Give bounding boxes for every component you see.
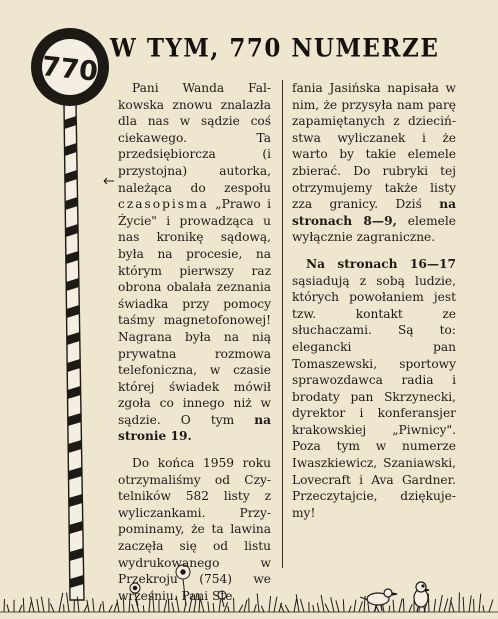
paragraph-text: fania Jasińska napisała w nim, że przysyła nam parę zapamiętanych z dzieciństwa wyliczanek i że warto by takie elemele zbierać. Do rubryki tej otrzymujemy także listy zza granicy. Dziś <box>292 81 456 212</box>
sign-number: 770 <box>40 51 100 88</box>
bird-icon <box>414 582 429 612</box>
arrow-mark-icon <box>104 178 114 184</box>
striped-pole <box>64 104 84 600</box>
bird-icon <box>360 589 397 611</box>
paragraph-text: sąsiadują z sobą ludzie, których powołaniem jest tzw. kontakt ze słuchaczami. Są to: elegancki pan Tomaszewski, sportowy sprawozdawca radia i brodaty pan Skrzynecki, dyrektor i konferansjer krakowskiej „Piwnicy". Poza tym w numerze Iwaszkiewicz, Szaniawski, Lovecraft i Ava Gardner. Przeczytajcie, dziękujemy! <box>292 273 456 520</box>
text-column-2 <box>292 80 456 521</box>
page-reference: na stronie 19. <box>118 412 271 444</box>
page-reference: Na stronach 16—17 <box>306 256 456 271</box>
spaced-word: czasopisma <box>118 197 209 212</box>
paragraph-text: Pani Wanda Falkowska znowu znalazła dla nas w sądzie coś ciekawego. Ta przedsiębiorcza (i przystojna) autorka, należąca do zespołu <box>118 81 271 195</box>
paragraph <box>292 256 456 522</box>
text-column-1 <box>118 80 271 604</box>
paragraph-text: „Prawo i Życie" i prowadząca u nas kronikę sądową, była na procesie, na którym pierwszy raz obrona obalała zeznania świadka przy pomocy taśmy magnetofonowej! Nagrana była na nią prywatna rozmowa telefoniczna, w czasie której świadek mówił zgoła co innego niż w sądzie. O tym <box>118 197 271 427</box>
column-divider <box>282 80 283 568</box>
paragraph <box>118 80 271 445</box>
page-reference: na stronach 8—9, <box>292 197 456 228</box>
paragraph: Do końca 1959 roku otrzymaliśmy od Czytelników 582 listy z wyliczankami. Przypominamy, że ta lawina zaczęła się od listu wydrukowanego w Przekroju (754) we wrześniu. Pani Ste <box>118 456 271 603</box>
paragraph <box>292 80 456 246</box>
article-title: W TYM, 770 NUMERZE <box>110 34 440 64</box>
paragraph-text: elemele wyłącznie zagraniczne. <box>292 213 457 245</box>
speed-sign-icon <box>31 28 109 106</box>
